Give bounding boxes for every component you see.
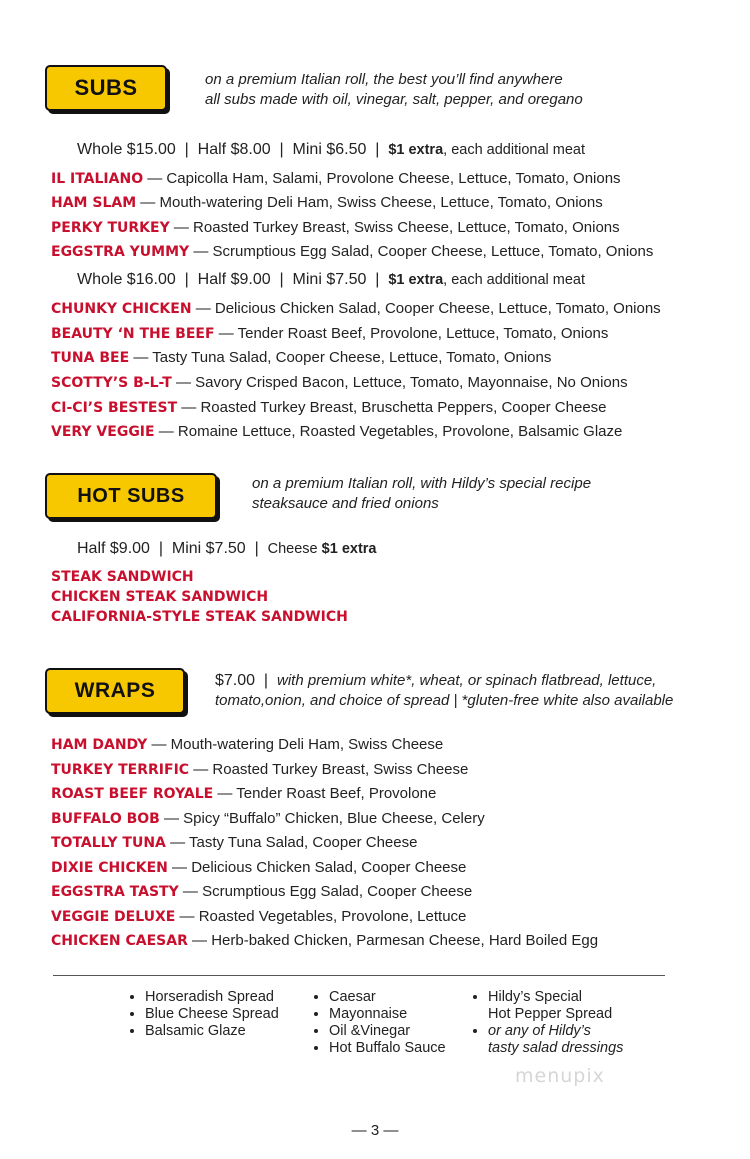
wraps-tagline-line-1: with premium white*, wheat, or spinach flatbread, lettuce, (276, 672, 657, 689)
list-item-line: Hot Pepper Spread (488, 1006, 613, 1022)
list-item: • Balsamic Glaze (145, 1023, 279, 1040)
item-desc: — Tasty Tuna Salad, Cooper Cheese, Lettuce, Tomato, Onions (129, 349, 552, 366)
list-item-line: tasty salad dressings (488, 1040, 624, 1056)
item-desc: — Capicolla Ham, Salami, Provolone Cheese, Lettuce, Tomato, Onions (143, 170, 621, 187)
hot-sub-item: CHICKEN STEAK SANDWICH (51, 589, 269, 605)
menu-item (51, 349, 551, 366)
price-extra-bold: $1 extra (388, 272, 444, 288)
item-desc: — Delicious Chicken Salad, Cooper Cheese (167, 859, 467, 876)
menu-item (51, 300, 661, 317)
price-cheese: Cheese (267, 541, 322, 557)
item-name: PERKY TURKEY (51, 220, 170, 236)
hot-subs-badge: HOT SUBS (45, 473, 217, 519)
item-desc: — Mouth-watering Deli Ham, Swiss Cheese (147, 736, 444, 753)
price-cheese-extra: $1 extra (321, 541, 377, 557)
item-desc: — Spicy “Buffalo” Chicken, Blue Cheese, Celery (159, 810, 485, 827)
item-desc: — Herb-baked Chicken, Parmesan Cheese, Hard Boiled Egg (187, 932, 599, 949)
item-desc: — Tender Roast Beef, Provolone (213, 785, 437, 802)
hot-sub-item: STEAK SANDWICH (51, 569, 194, 585)
list-item-line: or any of Hildy’s (488, 1023, 591, 1039)
divider (53, 975, 665, 976)
item-desc: — Delicious Chicken Salad, Cooper Cheese, Lettuce, Tomato, Onions (191, 300, 661, 317)
hot-sub-item: CALIFORNIA-STYLE STEAK SANDWICH (51, 609, 348, 625)
item-desc: — Scrumptious Egg Salad, Cooper Cheese (178, 883, 473, 900)
wraps-badge: WRAPS (45, 668, 185, 714)
subs-price-line-1: Whole $15.00 | Half $8.00 | Mini $6.50 | $1 extra, each additional meat (77, 141, 586, 158)
list-item (488, 1023, 623, 1057)
item-name: BUFFALO BOB (51, 811, 160, 827)
item-desc: — Roasted Vegetables, Provolone, Lettuce (175, 908, 467, 925)
wraps-price: $7.00 | (215, 672, 277, 689)
item-name: VEGGIE DELUXE (51, 909, 176, 925)
price-mini: Mini $6.50 (292, 141, 367, 158)
price-extra-bold: $1 extra (388, 142, 444, 158)
menu-item (51, 423, 622, 440)
price-mini: Mini $7.50 (171, 540, 246, 557)
item-name: TURKEY TERRIFIC (51, 762, 190, 778)
price-extra-rest: , each additional meat (443, 142, 586, 158)
spreads-list-3 (471, 989, 623, 1057)
list-item (488, 989, 623, 1023)
price-extra-rest: , each additional meat (443, 272, 586, 288)
list-item: • Oil &Vinegar (329, 1023, 446, 1040)
item-name: CHICKEN CAESAR (51, 933, 188, 949)
item-desc: — Mouth-watering Deli Ham, Swiss Cheese, Lettuce, Tomato, Onions (136, 194, 603, 211)
hot-subs-price-line: Half $9.00 | Mini $7.50 | Cheese $1 extra (77, 540, 377, 557)
item-name: IL ITALIANO (51, 171, 144, 187)
subs-badge: SUBS (45, 65, 167, 111)
page-number: — 3 — (351, 1122, 399, 1139)
list-item: • Hot Buffalo Sauce (329, 1040, 446, 1057)
price-half: Half $9.00 (77, 540, 150, 557)
item-name: DIXIE CHICKEN (51, 860, 168, 876)
subs-tagline-line-1: on a premium Italian roll, the best you’ll find anywhere (205, 71, 563, 88)
item-desc: — Tender Roast Beef, Provolone, Lettuce, Tomato, Onions (214, 325, 609, 342)
item-name: HAM SLAM (51, 195, 137, 211)
item-name: TUNA BEE (51, 350, 130, 366)
item-name: TOTALLY TUNA (51, 835, 166, 851)
list-item: • Caesar (329, 989, 446, 1006)
price-mini: Mini $7.50 (292, 271, 367, 288)
item-name: HAM DANDY (51, 737, 148, 753)
hot-subs-tagline-line-1: on a premium Italian roll, with Hildy’s special recipe (252, 475, 592, 492)
list-item: • Horseradish Spread (145, 989, 279, 1006)
item-name: BEAUTY ‘N THE BEEF (51, 326, 215, 342)
subs-tagline (205, 70, 583, 110)
menu-item (51, 194, 603, 211)
menu-item (51, 736, 443, 753)
menu-item (51, 325, 608, 342)
watermark: menupix (515, 1065, 605, 1087)
price-half: Half $8.00 (197, 141, 271, 158)
menu-item (51, 785, 436, 802)
wraps-tagline-line-2: tomato,onion, and choice of spread | *gluten-free white also available (215, 692, 674, 709)
menu-item (51, 932, 598, 949)
item-desc: — Tasty Tuna Salad, Cooper Cheese (165, 834, 418, 851)
item-desc: — Roasted Turkey Breast, Swiss Cheese, Lettuce, Tomato, Onions (169, 219, 620, 236)
menu-item (51, 834, 417, 851)
spreads-list-2 (312, 989, 446, 1057)
item-name: CI-CI’S BESTEST (51, 400, 178, 416)
item-desc: — Scrumptious Egg Salad, Cooper Cheese, Lettuce, Tomato, Onions (189, 243, 654, 260)
item-desc: — Savory Crisped Bacon, Lettuce, Tomato, Mayonnaise, No Onions (171, 374, 628, 391)
item-name: CHUNKY CHICKEN (51, 301, 192, 317)
item-name: EGGSTRA YUMMY (51, 244, 190, 260)
price-half: Half $9.00 (197, 271, 271, 288)
hot-subs-tagline-line-2: steaksauce and fried onions (252, 495, 439, 512)
menu-item (51, 243, 653, 260)
subs-price-line-2: Whole $16.00 | Half $9.00 | Mini $7.50 | $1 extra, each additional meat (77, 271, 586, 288)
list-item: • Mayonnaise (329, 1006, 446, 1023)
item-desc: — Roasted Turkey Breast, Bruschetta Peppers, Cooper Cheese (177, 399, 607, 416)
menu-item (51, 908, 466, 925)
item-name: ROAST BEEF ROYALE (51, 786, 214, 802)
list-item: • Blue Cheese Spread (145, 1006, 279, 1023)
menu-item (51, 810, 485, 827)
menu-item (51, 883, 472, 900)
menu-item (51, 219, 620, 236)
price-whole: Whole $16.00 (77, 271, 176, 288)
menu-item (51, 374, 628, 391)
subs-tagline-line-2: all subs made with oil, vinegar, salt, pepper, and oregano (205, 91, 583, 108)
menu-item (51, 859, 466, 876)
item-name: SCOTTY’S B-L-T (51, 375, 172, 391)
list-item-line: Hildy’s Special (488, 989, 583, 1005)
item-name: VERY VEGGIE (51, 424, 155, 440)
item-desc: — Roasted Turkey Breast, Swiss Cheese (189, 761, 469, 778)
price-whole: Whole $15.00 (77, 141, 176, 158)
spreads-list-1 (128, 989, 279, 1040)
wraps-tagline (215, 671, 673, 711)
menu-item (51, 399, 607, 416)
item-desc: — Romaine Lettuce, Roasted Vegetables, Provolone, Balsamic Glaze (154, 423, 623, 440)
hot-subs-tagline (252, 474, 591, 514)
menu-item (51, 761, 468, 778)
item-name: EGGSTRA TASTY (51, 884, 179, 900)
menu-item (51, 170, 621, 187)
